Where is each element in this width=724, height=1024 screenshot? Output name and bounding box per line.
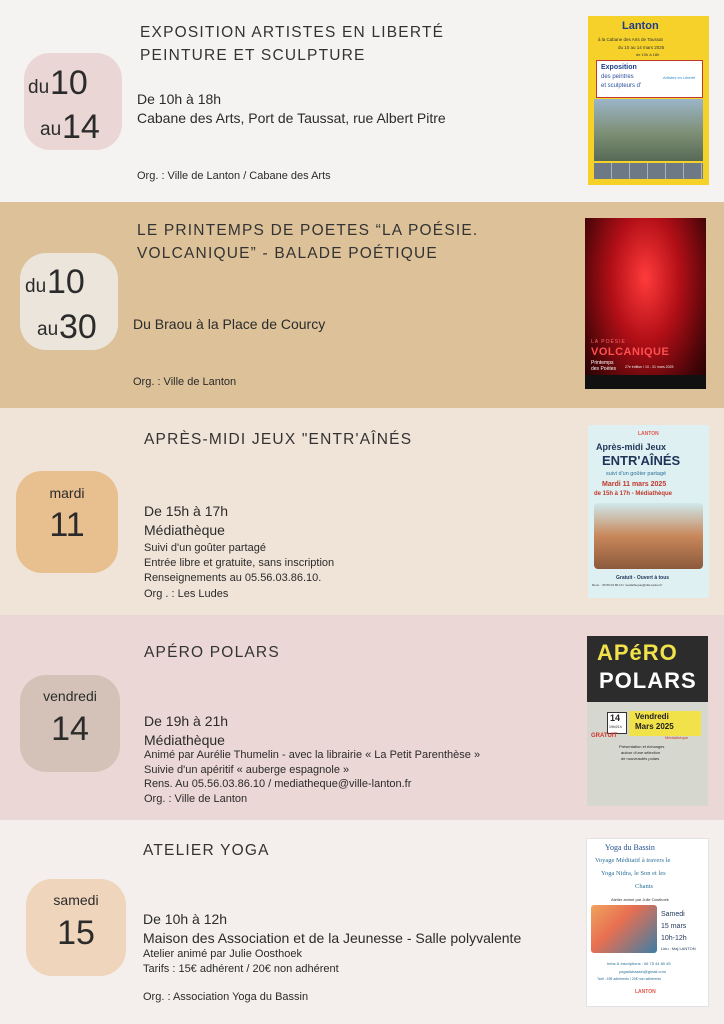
event-detail: Animé par Aurélie Thumelin - avec la librairie « La Petit Parenthèse » [144,749,481,761]
poster-text: du 10 au 14 mars 2025 [618,45,665,50]
poster-text: Médiathèque [665,735,689,740]
event-detail: Rens. Au 05.56.03.86.10 / mediatheque@ville-lanton.fr [144,778,412,790]
poster-text: Lieu : Maj LANTON [661,946,696,951]
poster-text: Exposition [601,64,637,71]
poster-text: 14 [610,713,621,723]
date-number: 10 [47,263,85,301]
event-poster [588,425,709,598]
poster-title: VOLCANIQUE [591,346,670,358]
poster-footer [585,375,706,389]
event-detail: Suivie d'un apéritif « auberge espagnole » [144,764,350,776]
poster-illustration [594,503,703,569]
date-prefix: au [40,119,62,140]
event-poster [588,16,709,185]
event-title-line: LE PRINTEMPS DE POETES “LA POÉSIE. [137,222,479,239]
poster-text: 10h-12h [661,935,687,942]
event-poster [587,636,708,806]
poster-text: de 10h à 18h [636,52,660,57]
event-org: Org . : Les Ludes [144,588,229,600]
poster-text: yogadubassin@gmail.com [619,969,666,974]
poster-text: 19h/21h [609,725,622,729]
event-detail: Tarifs : 15€ adhérent / 20€ non adhérent [143,963,339,975]
poster-text: Vendredi [635,712,669,721]
date-number: 14 [51,710,89,748]
poster-title: ENTR'AÎNÉS [602,453,681,468]
date-day: samedi [53,892,99,908]
poster-text: autour d'une sélection [621,750,661,755]
poster-text: des peintres [601,74,634,80]
date-prefix: au [37,319,59,340]
date-badge [16,471,118,573]
event-place: Médiathèque [144,522,225,538]
poster-title: POLARS [599,668,697,693]
date-number: 10 [50,64,88,102]
event-place: Médiathèque [144,732,225,748]
event-org: Org. : Association Yoga du Bassin [143,991,309,1003]
poster-text: Gratuit - Ouvert à tous [616,575,670,581]
poster-text: Après-midi Jeux [596,442,667,452]
poster-logo: LANTON [635,989,656,995]
poster-text: Atelier animé par Julie Oosthoek [611,897,669,902]
date-day: vendredi [43,688,97,704]
event-org: Org. : Ville de Lanton [144,793,248,805]
event-time: De 19h à 21h [144,713,229,729]
poster-text: Rens. : 05.56.03.86.10 / mediatheque@ville-lanton.fr [592,583,663,587]
poster-photo [594,99,703,161]
event-time: De 15h à 17h [144,503,229,519]
date-day: mardi [49,485,85,501]
poster-text: suivi d'un goûter partagé [606,471,667,477]
poster-text: Présentation et échanges [619,744,665,749]
event-apero-polars [0,615,724,820]
event-title: ATELIER YOGA [143,842,270,859]
poster-text: LA POÉSIE [591,339,626,345]
date-badge [24,53,122,150]
poster-text: de nouveautés polars [621,756,660,761]
poster-logo: Artistes en Liberté [663,75,696,80]
event-place: Maison des Association et de la Jeunesse - Salle polyvalente [143,930,522,946]
event-org: Org. : Ville de Lanton / Cabane des Arts [137,170,331,182]
poster-text: Printemps [591,360,614,366]
poster-title: APéRO [597,640,678,665]
poster-text: Samedi [661,911,685,918]
date-prefix: du [28,77,50,98]
date-number: 30 [59,308,97,346]
event-title [137,219,478,265]
event-detail: Atelier animé par Julie Oosthoek [143,948,302,960]
poster-text: Voyage Méditatif à travers le [595,857,671,864]
poster-text: GRATUIT [591,733,618,739]
date-number: 15 [57,914,95,952]
event-atelier-yoga [0,820,724,1024]
poster-illustration [591,905,657,953]
event-org: Org. : Ville de Lanton [133,376,237,388]
poster-text: Mars 2025 [635,722,674,731]
poster-text: et sculpteurs d' [601,83,642,89]
event-poster [585,218,706,389]
event-title: APÉRO POLARS [144,644,280,661]
event-time: De 10h à 18h [137,91,222,107]
event-place: Du Braou à la Place de Courcy [133,316,326,332]
event-exposition [0,0,724,202]
poster-text: Yoga Nidra, le Son et les [601,870,666,877]
poster-box [596,60,703,98]
date-prefix: du [25,276,47,297]
date-badge [20,253,118,350]
poster-text: de 15h à 17h - Médiathèque [594,491,673,497]
event-poster [586,838,709,1007]
event-detail: Renseignements au 05.56.03.86.10. [144,572,322,584]
poster-header: Lanton [622,20,659,32]
poster-logo: LANTON [638,431,659,437]
poster-text: 27e édition / 10 - 31 mars 2025 [625,365,674,369]
event-title [140,21,444,67]
event-title: APRÈS-MIDI JEUX "ENTR'AÎNÉS [144,431,413,448]
event-place: Cabane des Arts, Port de Taussat, rue Albert Pitre [137,110,446,126]
event-printemps-poetes [0,202,724,408]
event-jeux-entraines [0,408,724,615]
poster-text: Infos & inscriptions : 06 75 44 80 45 [607,961,671,966]
event-time: De 10h à 12h [143,911,228,927]
event-title-line: VOLCANIQUE” - BALADE POÉTIQUE [137,245,438,262]
poster-text: 15 mars [661,923,687,930]
event-detail: Entrée libre et gratuite, sans inscription [144,557,335,569]
date-badge [26,879,126,976]
poster-photo-strip [594,163,703,179]
event-title-line: PEINTURE ET SCULPTURE [140,47,366,64]
poster-text: Tarif : 15€ adhérents / 20€ non adhérents [597,977,662,981]
poster-text: Chants [635,883,654,890]
poster-text: à la Cabane des Arts de Taussat [598,37,663,42]
event-detail: Suivi d'un goûter partagé [144,542,266,554]
date-number: 14 [62,108,100,146]
event-title-line: EXPOSITION ARTISTES EN LIBERTÉ [140,24,445,41]
date-number: 11 [49,506,85,544]
date-badge [20,675,120,772]
poster-text: des Poètes [591,366,617,372]
poster-title: Yoga du Bassin [605,843,655,852]
poster-text: Mardi 11 mars 2025 [602,481,667,488]
